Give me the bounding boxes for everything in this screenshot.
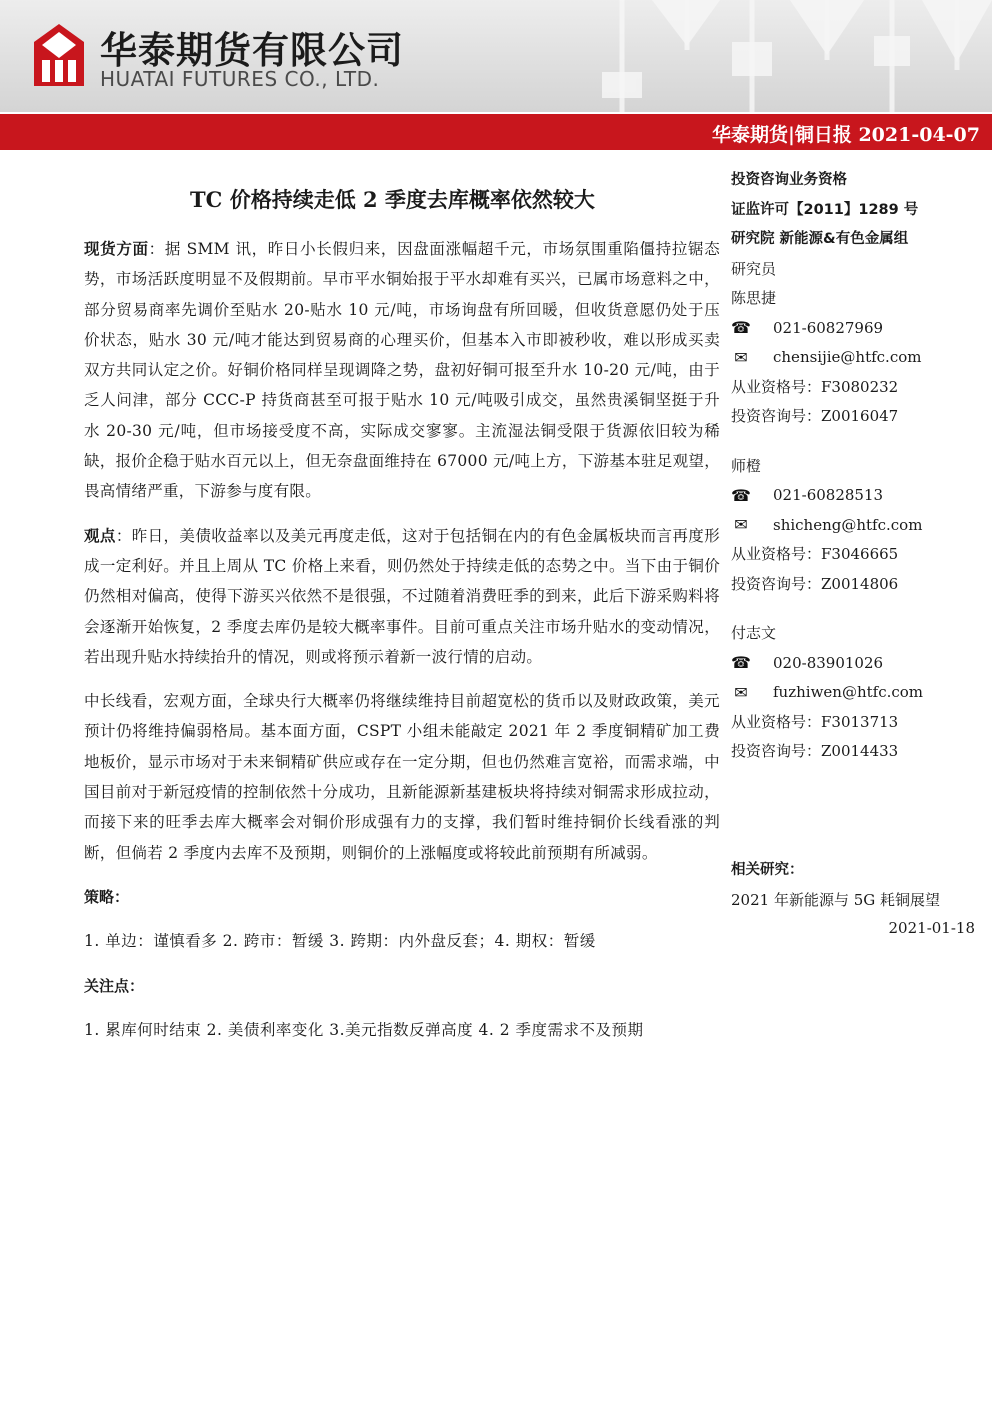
strategy-line: 1. 单边：谨慎看多 2. 跨市：暂缓 3. 跨期：内外盘反套；4. 期权：暂缓: [84, 931, 596, 950]
analyst-license: 从业资格号：F3046665: [731, 545, 899, 563]
phone-icon: ☎: [731, 318, 751, 338]
analyst-name: 师橙: [731, 456, 762, 475]
spot-label: 现货方面: [84, 240, 149, 258]
spot-text: ：据 SMM 讯，昨日小长假归来，因盘面涨幅超千元，市场氛围重陷僵持拉锯态势，市场活跃度明显不及假期前。早市平水铜始报于平水却难有买兴，已属市场意料之中，部分贸易商率先调价至贴水 20-贴水 10 元/吨，市场询盘有所回暖，但收货意愿仍处于压价状态，贴水 30 元/吨才能达到贸易商的心理买价，但基本入市即被秒收，难以形成买卖双方共同认定之价。好铜价格同样呈现调降之势，盘初好铜可报至升水 10-20 元/吨，由于乏人问津，部分 CCC-P 持货商甚至可报于贴水 10 元/吨吸引成交，虽然贵溪铜坚挺于升水 20-30 元/吨，但市场接受度不高，实际成交寥寥。主流湿法铜受限于货源依旧较为稀缺，报价企稳于贴水百元以上，但无奈盘面维持在 67000 元/吨上方，下游基本驻足观望，畏高情绪严重，下游参与度有限。: [84, 240, 721, 501]
company-name-cn: 华泰期货有限公司: [100, 29, 404, 72]
view-paragraph: [84, 521, 720, 672]
report-title: TC 价格持续走低 2 季度去库概率依然较大: [190, 187, 595, 212]
analyst-name: 陈思捷: [731, 289, 777, 307]
role-label: 研究员: [731, 259, 777, 278]
analyst-card: [731, 452, 981, 600]
long-term-paragraph: 中长线看，宏观方面，全球央行大概率仍将继续维持目前超宽松的货币以及财政政策，美元预计仍将维持偏弱格局。基本面方面，CSPT 小组未能敲定 2021 年 2 季度铜精矿加工费地板价，显示市场对于未来铜精矿供应或存在一定分期，但也仍然难言宽裕，而需求端，中国目前对于新冠疫情的控制依然十分成功，且新能源新基建板块将持续对铜需求形成拉动，而接下来的旺季去库大概率会对铜价形成强有力的支撑，我们暂时维持铜价长线看涨的判断，但倘若 2 季度内去库不及预期，则铜价的上涨幅度或将较此前预期有所减弱。: [84, 692, 720, 862]
view-text: ：昨日，美债收益率以及美元再度走低，这对于包括铜在内的有色金属板块而言再度形成一定利好。并且上周从 TC 价格上来看，则仍然处于持续走低的态势之中。当下由于铜价仍然相对偏高，使得下游买兴依然不是很强，不过随着消费旺季的到来，此后下游采购料将会逐渐开始恢复，2 季度去库仍是较大概率事件。目前可重点关注市场升贴水的变动情况，若出现升贴水持续抬升的情况，则或将预示着新一波行情的启动。: [84, 526, 720, 666]
analyst-advisory: 投资咨询号：Z0014433: [731, 742, 899, 760]
strategy-label: 策略：: [84, 887, 130, 906]
envelope-icon: ✉: [734, 682, 748, 702]
related-research-date: 2021-01-18: [888, 918, 975, 937]
huatai-logo-icon: [34, 24, 84, 86]
analyst-email[interactable]: ✉ shicheng@htfc.com: [731, 511, 981, 541]
analyst-email[interactable]: ✉ fuzhiwen@htfc.com: [731, 678, 981, 708]
spot-paragraph: [84, 234, 720, 507]
envelope-icon: ✉: [734, 515, 748, 535]
analyst-email[interactable]: ✉ chensijie@htfc.com: [731, 343, 981, 373]
envelope-icon: ✉: [734, 347, 748, 367]
phone-icon: ☎: [731, 653, 751, 673]
analyst-license: 从业资格号：F3080232: [731, 377, 899, 396]
analyst-card: [731, 284, 981, 432]
company-name-en: HUATAI FUTURES CO., LTD.: [100, 67, 380, 91]
analyst-license: 从业资格号：F3013713: [731, 712, 899, 731]
analyst-phone: ☎ 021-60828513: [731, 481, 981, 511]
license-line: 证监许可【2011】1289 号: [731, 201, 919, 218]
report-band: [0, 114, 992, 150]
view-label: 观点: [84, 526, 116, 545]
analyst-phone: ☎ 020-83901026: [731, 649, 981, 679]
analyst-advisory: 投资咨询号：Z0016047: [731, 407, 899, 425]
related-research-label: 相关研究：: [731, 861, 804, 878]
related-research-link[interactable]: 2021 年新能源与 5G 耗铜展望: [731, 890, 941, 909]
header-decoration-icon: [592, 0, 992, 112]
phone-icon: ☎: [731, 485, 751, 505]
analyst-sidebar: [731, 166, 981, 941]
analyst-advisory: 投资咨询号：Z0014806: [731, 574, 899, 593]
focus-label: 关注点：: [84, 976, 145, 995]
analyst-name: 付志文: [731, 624, 777, 642]
analyst-card: [731, 619, 981, 767]
report-body: [84, 234, 720, 1064]
qualification-line: 投资咨询业务资格: [731, 172, 847, 188]
institute-line: 研究院 新能源&有色金属组: [731, 231, 909, 247]
report-type-date: 华泰期货|铜日报 2021-04-07: [711, 124, 980, 146]
analyst-phone: ☎ 021-60827969: [731, 314, 981, 344]
report-header: [0, 0, 992, 112]
focus-line: 1. 累库何时结束 2. 美债利率变化 3.美元指数反弹高度 4. 2 季度需求不及预期: [84, 1020, 644, 1039]
